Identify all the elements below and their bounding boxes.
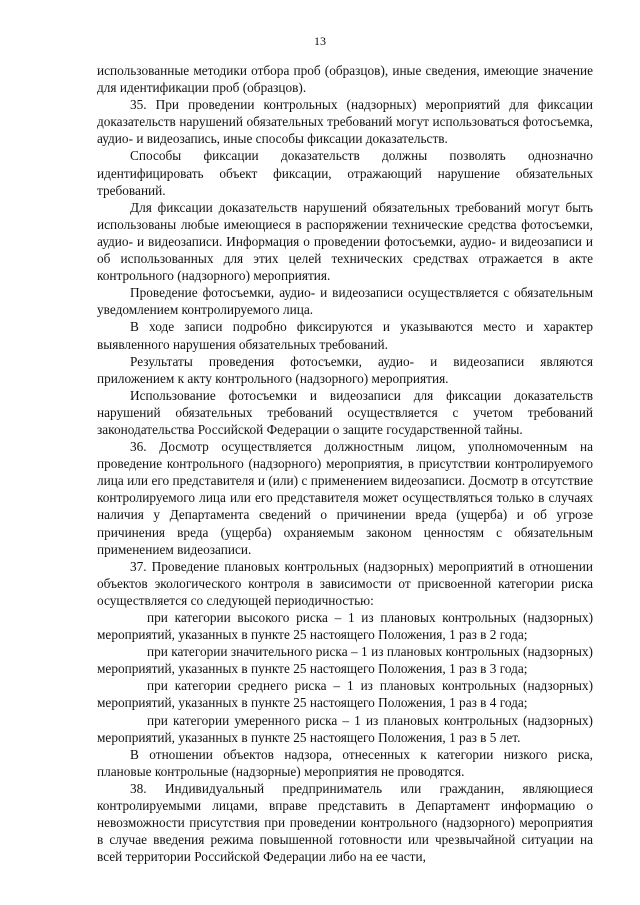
list-item-moderate-risk: при категории умеренного риска – 1 из плановых контрольных (надзорных) мероприятий, указанных в пункте 25 настоящего Положения, 1 раз в 5 лет. <box>97 712 593 745</box>
paragraph-low-risk: В отношении объектов надзора, отнесенных к категории низкого риска, плановые контрольные (надзорные) мероприятия не проводятся. <box>97 746 593 779</box>
paragraph-state-secret: Использование фотосъемки и видеозаписи для фиксации доказательств нарушений обязательных требований осуществляется с учетом требований законодательства Российской Федерации о защите государственной тайны. <box>97 387 593 437</box>
list-item-medium-risk: при категории среднего риска – 1 из плановых контрольных (надзорных) мероприятий, указанных в пункте 25 настоящего Положения, 1 раз в 4 года; <box>97 678 593 711</box>
paragraph-fixation-methods: Способы фиксации доказательств должны позволять однозначно идентифицировать объект фиксации, отражающий нарушение обязательных требований. <box>97 148 593 198</box>
list-item-high-risk: при категории высокого риска – 1 из плановых контрольных (надзорных) мероприятий, указанных в пункте 25 настоящего Положения, 1 раз в 2 года; <box>97 610 593 643</box>
list-item-significant-risk: при категории значительного риска – 1 из плановых контрольных (надзорных) мероприятий, указанных в пункте 25 настоящего Положения, 1 раз в 3 года; <box>97 644 593 677</box>
paragraph-technical-means: Для фиксации доказательств нарушений обязательных требований могут быть использованы любые имеющиеся в распоряжении технические средства фотосъемки, аудио- и видеозаписи. Информация о проведении фотосъемки, аудио- и видеозаписи и об использованных для этих целей технических средствах отражается в акте контрольного (надзорного) мероприятия. <box>97 199 593 284</box>
document-body <box>97 62 593 865</box>
page-number: 13 <box>314 34 326 48</box>
paragraph-continuation: использованные методики отбора проб (образцов), иные сведения, имеющие значение для идентификации проб (образцов). <box>97 63 593 96</box>
paragraph-recording-details: В ходе записи подробно фиксируются и указываются место и характер выявленного нарушения обязательных требований. <box>97 319 593 352</box>
paragraph-notification: Проведение фотосъемки, аудио- и видеозаписи осуществляется с обязательным уведомлением контролируемого лица. <box>97 285 593 318</box>
paragraph-results-annex: Результаты проведения фотосъемки, аудио- и видеозаписи являются приложением к акту контрольного (надзорного) мероприятия. <box>97 353 593 386</box>
paragraph-38: 38. Индивидуальный предприниматель или гражданин, являющиеся контролируемыми лицами, вправе представить в Департамент информацию о невозможности присутствия при проведении контрольного (надзорного) мероприятия в случае введения режима повышенной готовности или чрезвычайной ситуации на всей территории Российской Федерации либо на ее части, <box>97 780 593 865</box>
paragraph-36: 36. Досмотр осуществляется должностным лицом, уполномоченным на проведение контрольного (надзорного) мероприятия, в присутствии контролируемого лица или его представителя и (или) с применением видеозаписи. Досмотр в отсутствие контролируемого лица или его представителя может осуществляться только в случаях наличия у Департамента сведений о причинении вреда (ущерба) и об угрозе причинения вреда (ущерба) охраняемым законом ценностям с обязательным применением видеозаписи. <box>97 439 593 557</box>
paragraph-35: 35. При проведении контрольных (надзорных) мероприятий для фиксации доказательств нарушений обязательных требований могут использоваться фотосъемка, аудио- и видеозапись, иные способы фиксации доказательств. <box>97 97 593 147</box>
paragraph-37: 37. Проведение плановых контрольных (надзорных) мероприятий в отношении объектов экологического контроля в зависимости от присвоенной категории риска осуществляется со следующей периодичностью: <box>97 558 593 608</box>
